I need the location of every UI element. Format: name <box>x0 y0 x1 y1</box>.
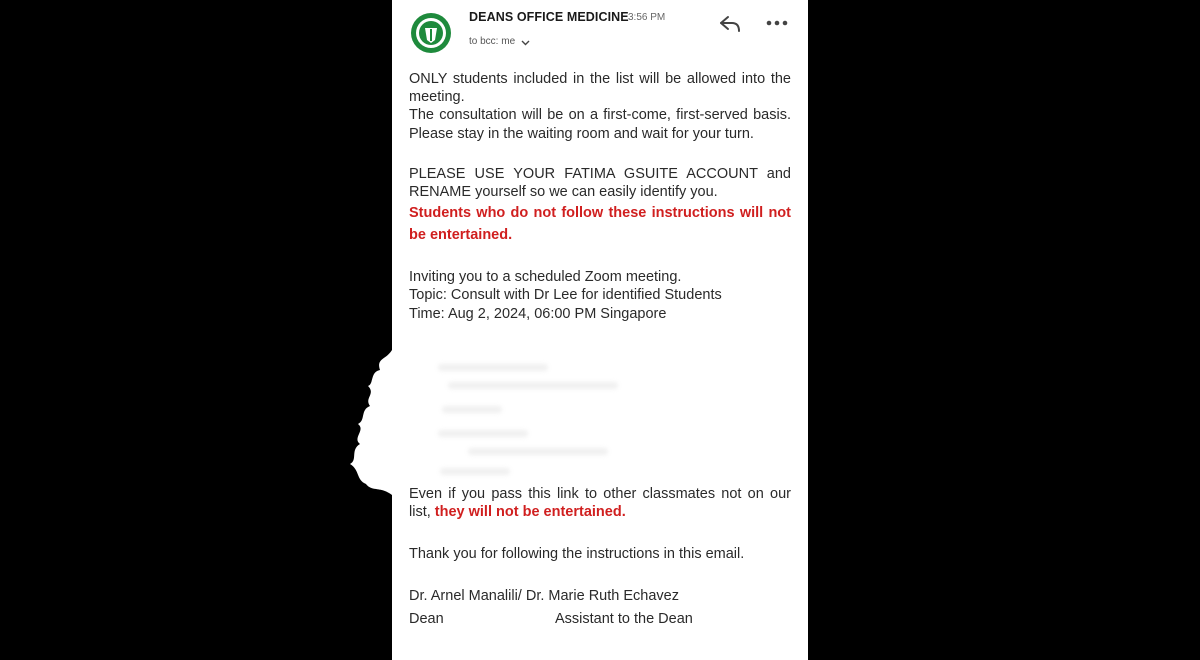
body-paragraph-gsuite: PLEASE USE YOUR FATIMA GSUITE ACCOUNT and RENAME yourself so we can easily identify you. <box>409 165 791 201</box>
warning-inline: they will not be entertained. <box>434 504 626 521</box>
body-paragraph-list: ONLY students included in the list will be allowed into the meeting. <box>409 71 791 106</box>
pass-link-sentence: Even if you pass this link to other classmates not on our list, <box>409 485 791 521</box>
title-assistant: Assistant to the Dean <box>555 610 693 627</box>
warning-text: Students who do not follow these instructions will not be entertained. <box>409 205 791 243</box>
blurred-meeting-details <box>428 360 728 490</box>
chevron-down-icon <box>521 40 530 46</box>
sender-name: DEANS OFFICE MEDICINE <box>469 10 629 24</box>
signatories: Dr. Arnel Manalili/ Dr. Marie Ruth Echavez <box>409 588 679 605</box>
reply-icon[interactable] <box>718 13 742 35</box>
title-dean: Dean <box>409 610 444 627</box>
email-body <box>409 70 791 628</box>
signature-titles <box>409 610 791 628</box>
recipients-toggle[interactable] <box>469 36 530 47</box>
more-options-icon[interactable] <box>766 16 788 30</box>
recipients-label: to bcc: me <box>469 36 516 47</box>
pass-link-text <box>409 485 791 521</box>
meeting-topic: Topic: Consult with Dr Lee for identified Students <box>409 287 722 304</box>
body-paragraph-consultation: The consultation will be on a first-come, first-served basis. Please stay in the waiting room and wait for your turn. <box>409 107 791 142</box>
invite-text: Inviting you to a scheduled Zoom meeting. <box>409 269 682 286</box>
sent-time: 3:56 PM <box>628 12 666 23</box>
email-view <box>392 0 808 660</box>
meeting-time: Time: Aug 2, 2024, 06:00 PM Singapore <box>409 305 667 322</box>
college-seal-icon <box>410 12 452 54</box>
thanks-text: Thank you for following the instructions in this email. <box>409 546 745 563</box>
